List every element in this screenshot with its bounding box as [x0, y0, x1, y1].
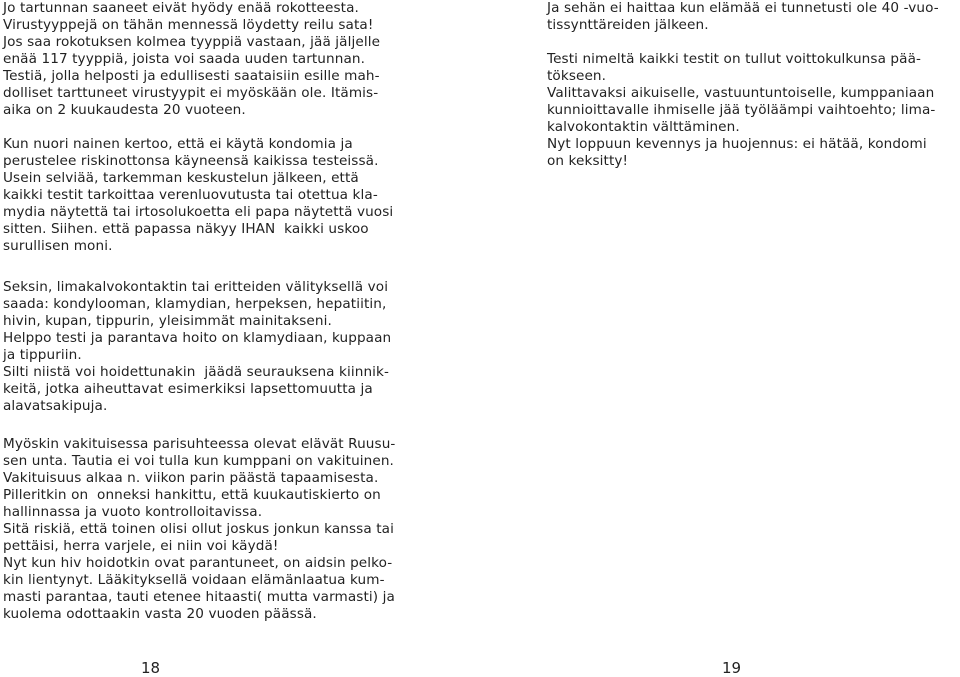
text-line: mydia näytettä tai irtosolukoetta eli papa näytettä vuosi	[3, 204, 394, 220]
text-line: Sitä riskiä, että toinen olisi ollut joskus jonkun kanssa tai	[3, 521, 394, 537]
text-line: Silti niistä voi hoidettunakin jäädä seurauksena kiinnik-	[3, 364, 390, 380]
paragraph-stds	[3, 279, 391, 415]
text-line: keitä, jotka aiheuttavat esimerkiksi lapsettomuutta ja	[3, 381, 373, 397]
text-line: sitten. Siihen. että papassa näkyy IHAN kaikki uskoo	[3, 221, 369, 237]
text-line: enää 117 tyyppiä, joista voi saada uuden tartunnan.	[3, 51, 366, 67]
text-line: kaikki testit tarkoittaa verenluovutusta tai otettua kla-	[3, 187, 378, 203]
page-number-right: 19	[722, 659, 742, 677]
text-line: Testi nimeltä kaikki testit on tullut voittokulkunsa pää-	[547, 51, 922, 67]
text-line: dolliset tarttuneet virustyypit ei myöskään ole. Itämis-	[3, 85, 379, 101]
text-line: on keksitty!	[547, 153, 629, 169]
paragraph-vaccine	[3, 0, 380, 119]
text-line: Valittavaksi aikuiselle, vastuuntuntoiselle, kumppaniaan	[547, 85, 935, 101]
text-line: Testiä, jolla helposti ja edullisesti saataisiin esille mah-	[3, 68, 380, 84]
text-line: Usein selviää, tarkemman keskustelun jälkeen, että	[3, 170, 359, 186]
text-line: surullisen moni.	[3, 238, 113, 254]
text-line: pettäisi, herra varjele, ei niin voi käydä!	[3, 538, 279, 554]
text-line: tissynttäreiden jälkeen.	[547, 17, 709, 33]
text-line: Nyt loppuun kevennys ja huojennus: ei hätää, kondomi	[547, 136, 927, 152]
text-line: Virustyyppejä on tähän mennessä löydetty reilu sata!	[3, 17, 374, 33]
paragraph-relationship	[3, 436, 395, 623]
text-line: Pilleritkin on onneksi hankittu, että kuukautiskierto on	[3, 487, 381, 503]
text-line: masti parantaa, tauti etenee hitaasti( mutta varmasti) ja	[3, 589, 395, 605]
text-line: Myöskin vakituisessa parisuhteessa olevat elävät Ruusu-	[3, 436, 396, 452]
text-line: Kun nuori nainen kertoo, että ei käytä kondomia ja	[3, 136, 353, 152]
text-line: kalvokontaktin välttäminen.	[547, 119, 740, 135]
text-line: ja tippuriin.	[3, 347, 82, 363]
paragraph-forty	[547, 0, 939, 34]
text-line: Seksin, limakalvokontaktin tai eritteiden välityksellä voi	[3, 279, 389, 295]
text-line: Jo tartunnan saaneet eivät hyödy enää rokotteesta.	[3, 0, 359, 16]
paragraph-young-woman	[3, 136, 393, 255]
text-line: aika on 2 kuukaudesta 20 vuoteen.	[3, 102, 246, 118]
text-line: Nyt kun hiv hoidotkin ovat parantuneet, on aidsin pelko-	[3, 555, 393, 571]
text-line: Jos saa rokotuksen kolmea tyyppiä vastaan, jää jäljelle	[3, 34, 381, 50]
text-line: sen unta. Tautia ei voi tulla kun kumppani on vakituinen.	[3, 453, 394, 469]
text-line: Helppo testi ja parantava hoito on klamydiaan, kuppaan	[3, 330, 392, 346]
text-line: Ja sehän ei haittaa kun elämää ei tunnetusti ole 40 -vuo-	[547, 0, 939, 16]
text-line: alavatsakipuja.	[3, 398, 108, 414]
text-line: kin lientynyt. Lääkityksellä voidaan elämänlaatua kum-	[3, 572, 385, 588]
paragraph-conclusion	[547, 51, 935, 170]
text-line: tökseen.	[547, 68, 607, 84]
text-line: kunnioittavalle ihmiselle jää työläämpi vaihtoehto; lima-	[547, 102, 936, 118]
text-line: perustelee riskinottonsa käyneensä kaikissa testeissä.	[3, 153, 379, 169]
text-line: hivin, kupan, tippurin, yleisimmät mainitakseni.	[3, 313, 332, 329]
page-number-left: 18	[141, 659, 161, 677]
text-line: Vakituisuus alkaa n. viikon parin päästä tapaamisesta.	[3, 470, 379, 486]
text-line: saada: kondylooman, klamydian, herpeksen, hepatiitin,	[3, 296, 387, 312]
text-line: hallinnassa ja vuoto kontrolloitavissa.	[3, 504, 263, 520]
text-line: kuolema odottaakin vasta 20 vuoden päässä.	[3, 606, 317, 622]
